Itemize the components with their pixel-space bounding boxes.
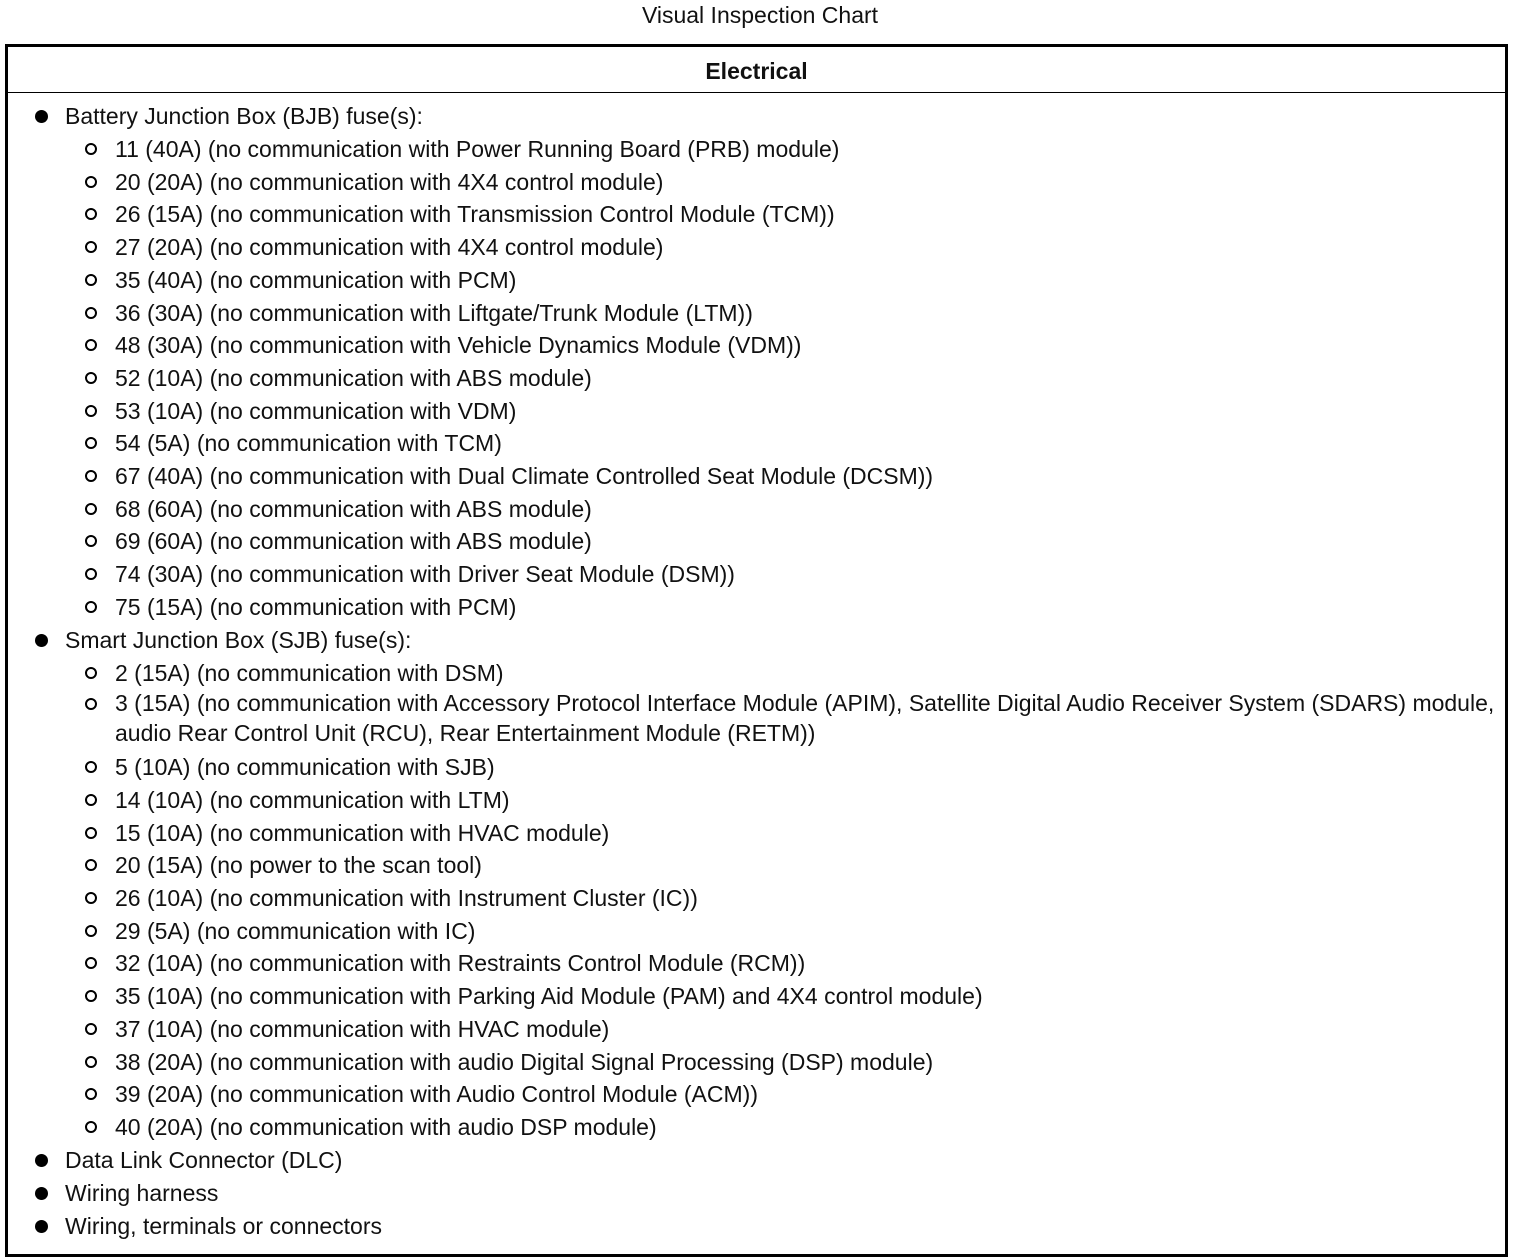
list-item-wiring-terminals: [8, 1210, 1505, 1243]
sub-list-item: [8, 980, 1505, 1013]
sub-list-item: [8, 166, 1505, 199]
hollow-bullet-icon: [85, 339, 97, 351]
filled-bullet-icon: [35, 1220, 48, 1233]
sub-list-item: [8, 297, 1505, 330]
sub-list-item-text: 3 (15A) (no communication with Accessory Protocol Interface Module (APIM), Satellite Digital Audio Receiver System (SDARS) module, audio Rear Control Unit (RCU), Rear Entertainment Module (RETM)): [115, 690, 1495, 746]
hollow-bullet-icon: [85, 667, 97, 679]
sub-list-item: [8, 849, 1505, 882]
hollow-bullet-icon: [85, 1121, 97, 1133]
sub-list-item-text: 35 (40A) (no communication with PCM): [115, 266, 517, 293]
sub-list-item-text: 35 (10A) (no communication with Parking Aid Module (PAM) and 4X4 control module): [115, 983, 983, 1010]
sub-list-item-text: 27 (20A) (no communication with 4X4 control module): [115, 234, 664, 261]
sub-list-item-text: 29 (5A) (no communication with IC): [115, 917, 476, 944]
sub-list-item-text: 53 (10A) (no communication with VDM): [115, 397, 517, 424]
list-item-bjb: [8, 100, 1505, 133]
sub-list-item-text: 36 (30A) (no communication with Liftgate/Trunk Module (LTM)): [115, 299, 753, 326]
chart-caption: Visual Inspection Chart: [641, 2, 879, 28]
hollow-bullet-icon: [85, 503, 97, 515]
list-item-label: Wiring harness: [65, 1179, 219, 1206]
sub-list-item-text: 74 (30A) (no communication with Driver Seat Module (DSM)): [115, 561, 735, 588]
sub-list-item-text: 38 (20A) (no communication with audio Digital Signal Processing (DSP) module): [115, 1048, 934, 1075]
sub-list-item: [8, 427, 1505, 460]
hollow-bullet-icon: [85, 859, 97, 871]
hollow-bullet-icon: [85, 176, 97, 188]
sub-list-item: [8, 493, 1505, 526]
sub-list-item-text: 20 (15A) (no power to the scan tool): [115, 852, 482, 879]
hollow-bullet-icon: [85, 827, 97, 839]
hollow-bullet-icon: [85, 698, 97, 710]
sub-list-item: [8, 751, 1505, 784]
sub-list-item: [8, 460, 1505, 493]
sub-list-item-text: 75 (15A) (no communication with PCM): [115, 593, 517, 620]
sub-list-item: [8, 558, 1505, 591]
list-item-label: Data Link Connector (DLC): [65, 1146, 343, 1173]
hollow-bullet-icon: [85, 241, 97, 253]
hollow-bullet-icon: [85, 892, 97, 904]
sub-list-item: [8, 882, 1505, 915]
hollow-bullet-icon: [85, 761, 97, 773]
hollow-bullet-icon: [85, 535, 97, 547]
sub-list-item: [8, 915, 1505, 948]
hollow-bullet-icon: [85, 143, 97, 155]
hollow-bullet-icon: [85, 568, 97, 580]
hollow-bullet-icon: [85, 1056, 97, 1068]
list-item-label: Battery Junction Box (BJB) fuse(s):: [65, 103, 423, 129]
hollow-bullet-icon: [85, 794, 97, 806]
filled-bullet-icon: [35, 110, 48, 123]
table-header: Electrical: [8, 47, 1505, 93]
sub-list-item-text: 5 (10A) (no communication with SJB): [115, 754, 495, 781]
sub-list-item-text: 14 (10A) (no communication with LTM): [115, 786, 510, 813]
sub-list-item-text: 2 (15A) (no communication with DSM): [115, 659, 504, 686]
filled-bullet-icon: [35, 1187, 48, 1200]
sub-list-item: [8, 591, 1505, 624]
hollow-bullet-icon: [85, 405, 97, 417]
sub-list-item: [8, 198, 1505, 231]
sub-list-item-text: 67 (40A) (no communication with Dual Climate Controlled Seat Module (DCSM)): [115, 463, 934, 490]
hollow-bullet-icon: [85, 274, 97, 286]
hollow-bullet-icon: [85, 307, 97, 319]
sub-list-item-text: 26 (10A) (no communication with Instrument Cluster (IC)): [115, 885, 698, 912]
table-body: [8, 93, 1505, 1243]
hollow-bullet-icon: [85, 437, 97, 449]
sub-list-item: [8, 525, 1505, 558]
sub-list-item: [8, 657, 1505, 690]
hollow-bullet-icon: [85, 601, 97, 613]
inspection-table: [5, 44, 1508, 1257]
sub-list-item: [8, 1078, 1505, 1111]
list-item-dlc: [8, 1144, 1505, 1177]
hollow-bullet-icon: [85, 208, 97, 220]
sub-list-item: [8, 689, 1505, 751]
hollow-bullet-icon: [85, 957, 97, 969]
list-item-sjb: [8, 624, 1505, 657]
sub-list-item: [8, 1013, 1505, 1046]
sub-list-item: [8, 329, 1505, 362]
sub-list-item-text: 37 (10A) (no communication with HVAC module): [115, 1015, 610, 1042]
hollow-bullet-icon: [85, 1088, 97, 1100]
sub-list-item-text: 52 (10A) (no communication with ABS module): [115, 364, 592, 391]
filled-bullet-icon: [35, 634, 48, 647]
sub-list-item: [8, 947, 1505, 980]
sub-list-item-text: 26 (15A) (no communication with Transmission Control Module (TCM)): [115, 201, 835, 228]
sub-list-item-text: 39 (20A) (no communication with Audio Control Module (ACM)): [115, 1081, 758, 1108]
sub-list-item-text: 69 (60A) (no communication with ABS module): [115, 528, 592, 555]
sub-list-item: [8, 264, 1505, 297]
sub-list-item-text: 48 (30A) (no communication with Vehicle Dynamics Module (VDM)): [115, 332, 802, 359]
sub-list-item-text: 32 (10A) (no communication with Restraints Control Module (RCM)): [115, 950, 806, 977]
sub-list-item: [8, 231, 1505, 264]
sub-list-item: [8, 1046, 1505, 1079]
list-item-label: Wiring, terminals or connectors: [65, 1212, 382, 1239]
sub-list-item-text: 68 (60A) (no communication with ABS module): [115, 495, 592, 522]
sub-list-item-text: 40 (20A) (no communication with audio DSP module): [115, 1113, 657, 1140]
sub-list-item-text: 54 (5A) (no communication with TCM): [115, 430, 502, 457]
list-item-wiring-harness: [8, 1177, 1505, 1210]
hollow-bullet-icon: [85, 925, 97, 937]
sub-list-item-text: 20 (20A) (no communication with 4X4 control module): [115, 168, 664, 195]
hollow-bullet-icon: [85, 470, 97, 482]
hollow-bullet-icon: [85, 372, 97, 384]
sub-list-item: [8, 362, 1505, 395]
sub-list-item-text: 11 (40A) (no communication with Power Running Board (PRB) module): [115, 136, 840, 162]
sub-list-item: [8, 817, 1505, 850]
sub-list-item: [8, 1111, 1505, 1144]
list-item-label: Smart Junction Box (SJB) fuse(s):: [65, 626, 412, 653]
hollow-bullet-icon: [85, 990, 97, 1002]
sub-list-item-text: 15 (10A) (no communication with HVAC module): [115, 819, 610, 846]
filled-bullet-icon: [35, 1154, 48, 1167]
hollow-bullet-icon: [85, 1023, 97, 1035]
sub-list-item: [8, 784, 1505, 817]
sub-list-item: [8, 395, 1505, 428]
sub-list-item: [8, 133, 1505, 166]
